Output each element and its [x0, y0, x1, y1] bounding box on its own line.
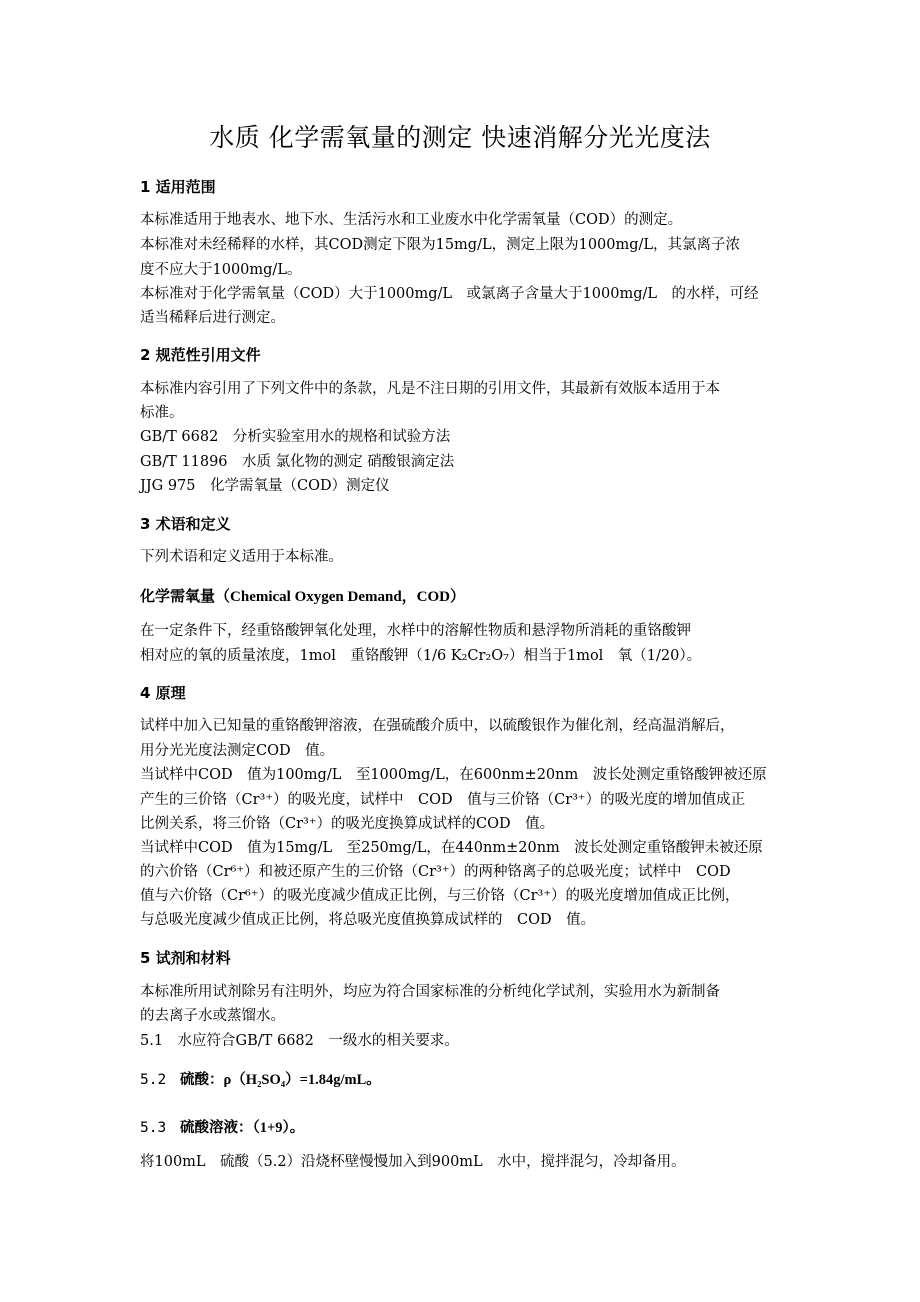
paragraph-line: 相对应的氧的质量浓度，1mol 重铬酸钾（1/6 K₂Cr₂O₇）相当于1mol 氧（1/20）。: [140, 648, 702, 664]
term-name-cn: 化学需氧量: [140, 587, 216, 605]
term-name-en: （Chemical Oxygen Demand，COD）: [215, 589, 466, 605]
item-number: 5.2: [140, 1072, 167, 1088]
paragraph-line: 与总吸光度减少值成正比例，将总吸光度值换算成试样的 COD 值。: [140, 912, 596, 928]
paragraph-line: 用分光光度法测定COD 值。: [140, 743, 335, 759]
paragraph-line: 的六价铬（Cr⁶⁺）和被还原产生的三价铬（Cr³⁺）的两种铬离子的总吸光度；试样中 COD: [140, 864, 731, 880]
item-label: 硫酸溶液：: [180, 1120, 253, 1136]
paragraph-line: 本标准所用试剂除另有注明外，均应为符合国家标准的分析纯化学试剂，实验用水为新制备: [140, 984, 720, 1000]
paragraph-line: 试样中加入已知量的重铬酸钾溶液，在强硫酸介质中，以硫酸银作为催化剂，经高温消解后，: [140, 718, 735, 734]
paragraph-line: 本标准对未经稀释的水样，其COD测定下限为15mg/L，测定上限为1000mg/L，其氯离子浓: [140, 237, 741, 253]
paragraph-line: 在一定条件下，经重铬酸钾氧化处理，水样中的溶解性物质和悬浮物所消耗的重铬酸钾: [140, 623, 691, 639]
section-heading-references: 2 规范性引用文件: [140, 346, 261, 364]
reagent-item: [140, 1116, 304, 1137]
paragraph-line: 适当稀释后进行测定。: [140, 310, 285, 326]
paragraph-line: 将100mL 硫酸（5.2）沿烧杯壁慢慢加入到900mL 水中，搅拌混匀，冷却备用。: [140, 1154, 686, 1170]
paragraph-line: 5.1 水应符合GB/T 6682 一级水的相关要求。: [140, 1033, 459, 1049]
paragraph-line: 比例关系，将三价铬（Cr³⁺）的吸光度换算成试样的COD 值。: [140, 816, 555, 832]
section-heading-reagents: 5 试剂和材料: [140, 949, 231, 967]
paragraph-line: 度不应大于1000mg/L。: [140, 262, 302, 278]
paragraph-line: 本标准对于化学需氧量（COD）大于1000mg/L 或氯离子含量大于1000mg/L 的水样，可经: [140, 286, 759, 302]
item-number: 5.3: [140, 1120, 167, 1136]
paragraph-line: 当试样中COD 值为100mg/L 至1000mg/L，在600nm±20nm 波长处测定重铬酸钾被还原: [140, 767, 767, 783]
paragraph-line: 值与六价铬（Cr⁶⁺）的吸光度减少值成正比例，与三价铬（Cr³⁺）的吸光度增加值成正比例，: [140, 888, 740, 904]
document-title: 水质 化学需氧量的测定 快速消解分光光度法: [209, 123, 711, 152]
item-label: 硫酸：: [180, 1072, 224, 1088]
paragraph-line: 下列术语和定义适用于本标准。: [140, 549, 343, 565]
section-heading-scope: 1 适用范围: [140, 178, 216, 196]
reference-item: JJG 975 化学需氧量（COD）测定仪: [140, 478, 390, 494]
section-heading-principle: 4 原理: [140, 684, 186, 702]
paragraph-line: 本标准适用于地表水、地下水、生活污水和工业废水中化学需氧量（COD）的测定。: [140, 212, 683, 228]
paragraph-line: 当试样中COD 值为15mg/L 至250mg/L，在440nm±20nm 波长处测定重铬酸钾未被还原: [140, 840, 763, 856]
reagent-item: [140, 1068, 381, 1089]
term-heading: [140, 585, 465, 606]
section-heading-terms: 3 术语和定义: [140, 515, 231, 533]
paragraph-line: 标准。: [140, 405, 184, 421]
paragraph-line: 产生的三价铬（Cr³⁺）的吸光度，试样中 COD 值与三价铬（Cr³⁺）的吸光度的增加值成正: [140, 792, 746, 808]
paragraph-line: 的去离子水或蒸馏水。: [140, 1008, 285, 1024]
reference-item: GB/T 6682 分析实验室用水的规格和试验方法: [140, 429, 451, 445]
paragraph-line: 本标准内容引用了下列文件中的条款，凡是不注日期的引用文件，其最新有效版本适用于本: [140, 381, 720, 397]
item-value: ρ（H₂SO₄）=1.84g/mL。: [223, 1072, 381, 1088]
reference-item: GB/T 11896 水质 氯化物的测定 硝酸银滴定法: [140, 454, 455, 470]
item-value: （1+9）。: [252, 1120, 305, 1136]
